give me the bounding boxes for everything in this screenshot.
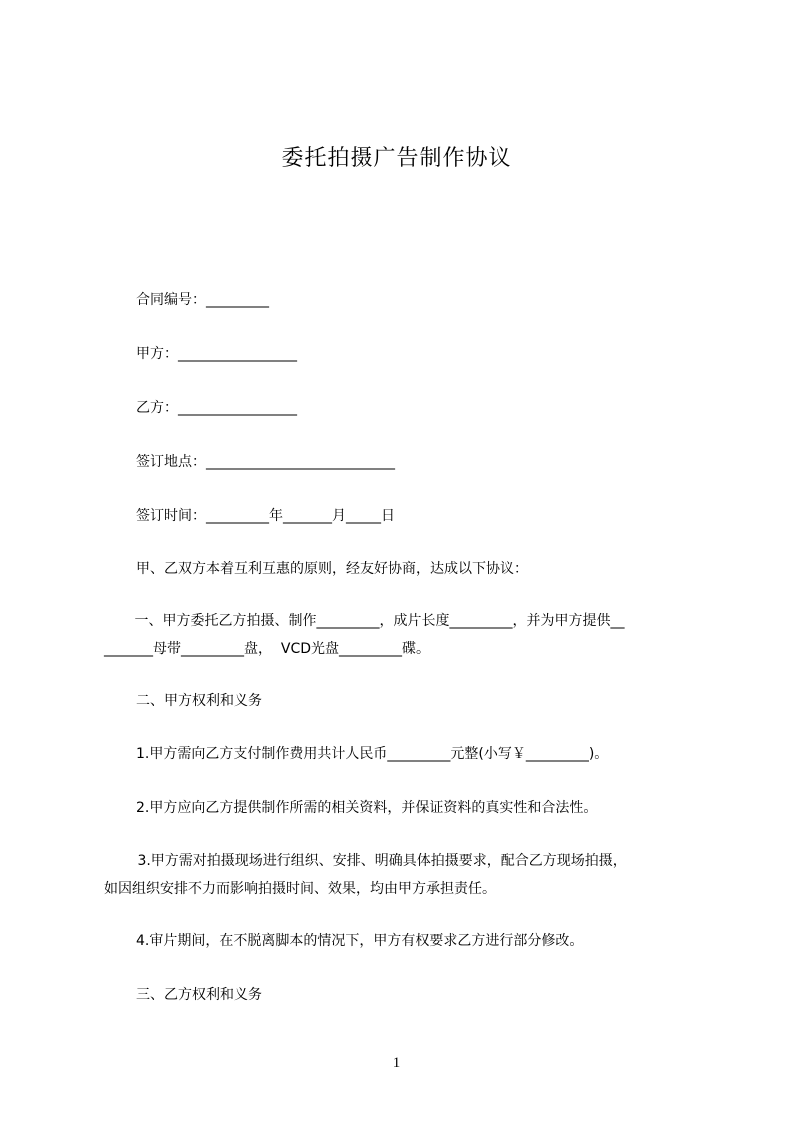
party-b-field: 乙方：_________________ (136, 400, 297, 416)
section-2-item-1: 1.甲方需向乙方支付制作费用共计人民币_________元整(小写￥_________)。 (136, 746, 609, 762)
section-2-item-4: 4.审片期间，在不脱离脚本的情况下，甲方有权要求乙方进行部分修改。 (136, 933, 584, 949)
sign-place-field: 签订地点：___________________________ (136, 454, 395, 470)
section-2-item-3-line-1: 3.甲方需对拍摄现场进行组织、安排、明确具体拍摄要求，配合乙方现场拍摄， (133, 853, 627, 869)
clause-1-line-1: 一、甲方委托乙方拍摄、制作_________，成片长度_________，并为甲方提供__ (130, 613, 625, 629)
sign-time-field: 签订时间：_________年_______月_____日 (136, 508, 395, 524)
section-2-item-3-line-2: 如因组织安排不力而影响拍摄时间、效果，均由甲方承担责任。 (104, 881, 496, 897)
section-2-item-2: 2.甲方应向乙方提供制作所需的相关资料，并保证资料的真实性和合法性。 (136, 800, 598, 816)
section-3-heading: 三、乙方权利和义务 (136, 987, 262, 1003)
section-2-heading: 二、甲方权利和义务 (136, 693, 262, 709)
party-a-field: 甲方：_________________ (136, 346, 297, 362)
clause-1-line-2: _______母带_________盘， VCD光盘_________碟。 (104, 641, 431, 657)
page-number: 1 (392, 1055, 401, 1071)
contract-number-field: 合同编号：_________ (136, 292, 269, 308)
document-title: 委托拍摄广告制作协议 (281, 146, 512, 171)
intro-paragraph: 甲、乙双方本着互利互惠的原则，经友好协商，达成以下协议： (136, 561, 528, 577)
